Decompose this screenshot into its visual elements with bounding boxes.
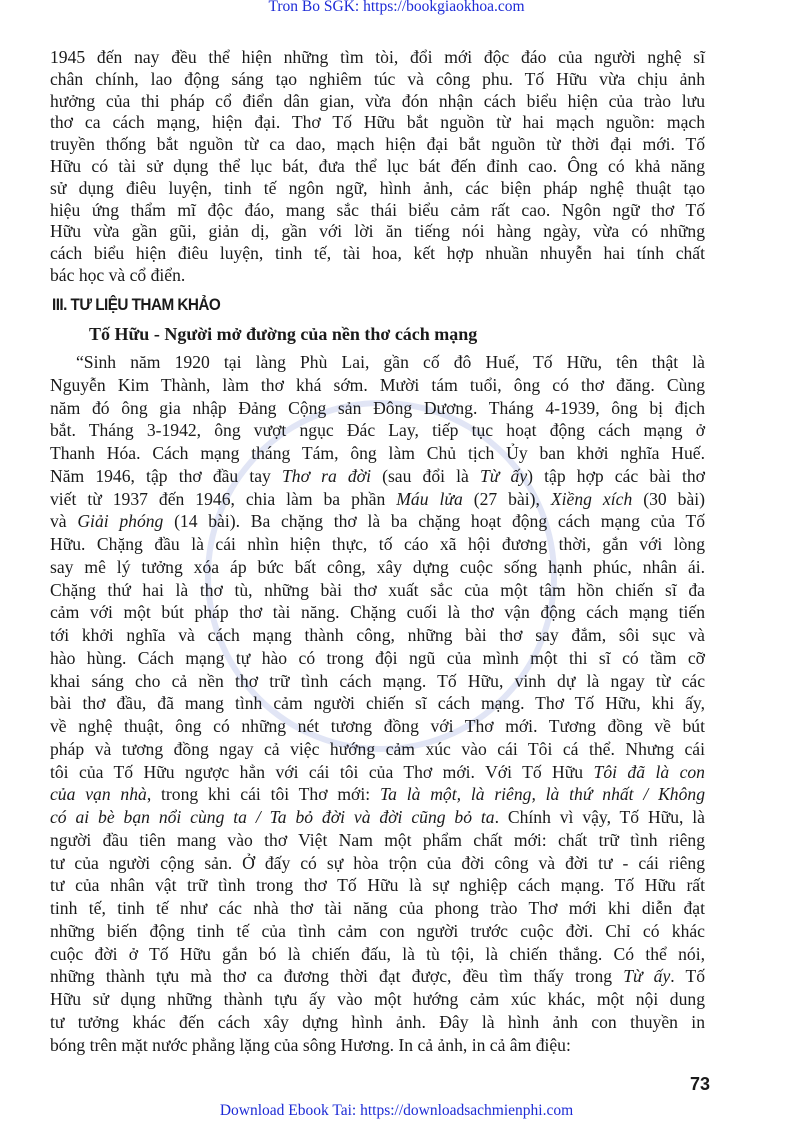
- body-text: hiệu ứng thẩm mĩ độc đáo, mang sắc thái biểu cảm rất cao. Ngôn ngữ thơ Tố: [50, 199, 705, 220]
- text-line: [50, 243, 705, 265]
- body-text: (27 bài),: [462, 488, 551, 509]
- text-line: [50, 738, 705, 761]
- text-line: [50, 156, 705, 178]
- paragraph-quote: [50, 351, 705, 1056]
- text-line: [50, 510, 705, 533]
- text-line: [50, 221, 705, 243]
- text-line: [50, 465, 705, 488]
- text-line: [50, 397, 705, 420]
- text-line: [50, 265, 705, 287]
- body-text: . Tố: [670, 966, 705, 987]
- body-text: viết từ 1937 đến 1946, chia làm ba phần: [50, 488, 397, 509]
- italic-title-text: Giải phóng: [77, 511, 164, 532]
- body-text: . Chính vì vậy, Tố Hữu, là: [494, 807, 705, 827]
- body-text: pháp và tương đồng ngay cả việc hướng cảm xúc vào cái Tôi cá thể. Nhưng cái: [50, 738, 705, 759]
- text-line: [50, 601, 705, 624]
- body-text: tư của nhân vật trữ tình trong thơ Tố Hữu là sự nghiệp cách mạng. Tố Hữu rất: [50, 875, 705, 896]
- body-text: chân chính, lao động sáng tạo nghiêm túc và công phu. Tố Hữu vừa chịu ảnh: [50, 68, 705, 89]
- italic-title-text: Từ ấy: [623, 966, 671, 987]
- body-text: năm đó ông gia nhập Đảng Cộng sản Đông Dương. Tháng 4-1939, ông bị địch: [50, 397, 705, 418]
- text-line: [50, 670, 705, 693]
- text-line: [50, 897, 705, 920]
- text-line: [50, 692, 705, 715]
- text-line: [50, 556, 705, 579]
- body-text: Năm 1946, tập thơ đầu tay: [50, 465, 282, 486]
- italic-title-text: có ai bè bạn nổi cùng ta / Ta bỏ đời và đời cũng bỏ ta: [50, 807, 495, 827]
- body-text: cách biểu hiện điêu luyện, tinh tế, tài hoa, kết hợp nhuần nhuyễn hai tính chất: [50, 243, 705, 264]
- text-line: [50, 351, 705, 374]
- body-text: tới khởi nghĩa và cách mạng thành công, những bài thơ say đắm, sôi sục và: [50, 625, 705, 645]
- body-text: ) tập hợp các bài thơ: [527, 465, 705, 486]
- italic-title-text: của vạn nhà: [50, 784, 147, 805]
- article-title: Tố Hữu - Người mở đường của nền thơ cách mạng: [89, 324, 478, 344]
- text-line: [50, 69, 705, 91]
- body-text: những thành tựu mà thơ ca đương thời đạt được, đều tìm thấy trong: [50, 966, 624, 987]
- body-text: hào hùng. Cách mạng tự hào có trong đội ngũ của mình một thi sĩ có tầm cỡ: [50, 647, 705, 668]
- text-line: [50, 533, 705, 556]
- body-text: thơ ca cách mạng, hiện đại. Thơ Tố Hữu bắt nguồn từ hai mạch nguồn: mạch: [50, 112, 705, 133]
- page-number: 73: [690, 1074, 711, 1094]
- body-text: bài thơ đầu, đã mang tình cảm người chiến sĩ cách mạng. Thơ Tố Hữu, khi ấy,: [50, 693, 705, 714]
- text-line: [50, 647, 705, 670]
- text-line: [50, 47, 705, 69]
- body-text: , trong khi cái tôi Thơ mới:: [146, 784, 380, 805]
- body-text: Thanh Hóa. Cách mạng tháng Tám, ông làm Chủ tịch Ủy ban khởi nghĩa Huế.: [50, 443, 705, 463]
- text-line: [50, 988, 705, 1011]
- text-line: [50, 852, 705, 875]
- body-text: (30 bài): [632, 488, 706, 509]
- text-line: [50, 442, 705, 465]
- body-text: người đầu tiên mang vào thơ Việt Nam một phẩm chất mới: chất trữ tình riêng: [50, 829, 705, 850]
- paragraph-intro: [50, 47, 705, 287]
- body-text: (14 bài). Ba chặng thơ là ba chặng hoạt động cách mạng của Tố: [163, 511, 705, 532]
- body-text: khai sáng cho cả nền thơ trữ tình cách mạng. Tố Hữu, vinh dự là ngay từ các: [50, 670, 705, 691]
- text-line: [50, 965, 705, 988]
- text-line: [50, 829, 705, 852]
- body-text: Hữu sử dụng những thành tựu ấy vào một hướng cảm xúc khác, một nội dung: [50, 989, 705, 1009]
- body-text: và: [50, 511, 78, 532]
- text-line: [50, 806, 705, 829]
- text-line: [50, 374, 705, 397]
- body-text: (sau đổi là: [370, 465, 481, 486]
- italic-title-text: Máu lửa: [396, 488, 463, 509]
- body-text: Hữu. Chặng đầu là cái nhìn hiện thực, tố cáo xã hội đương thời, gắn với lòng: [50, 534, 705, 554]
- text-line: [50, 579, 705, 602]
- header-link[interactable]: Tron Bo SGK: https://bookgiaokhoa.com: [268, 0, 525, 15]
- body-text: sử dụng điêu luyện, tinh tế ngôn ngữ, hình ảnh, các biện pháp nghệ thuật tạo: [50, 177, 705, 198]
- text-line: [50, 112, 705, 134]
- body-text: bác học và cổ điển.: [50, 264, 186, 285]
- text-line: [50, 419, 705, 442]
- body-text: Nguyễn Kim Thành, làm thơ khá sớm. Mười tám tuổi, ông có thơ đăng. Cùng: [50, 374, 705, 395]
- body-text: cảm với một bút pháp thơ tài năng. Chặng cuối là thơ vận động cách mạng tiến: [50, 602, 705, 623]
- body-text: hưởng của thi pháp cổ điển dân gian, vừa đón nhận cách biểu hiện của trào lưu: [50, 90, 705, 111]
- body-text: tinh tế, tinh tế như các nhà thơ tài năng của phong trào Thơ mới khi diễn đạt: [50, 898, 705, 918]
- text-line: [50, 178, 705, 200]
- body-text: bóng trên mặt nước phẳng lặng của sông Hương. In cả ảnh, in cả âm điệu:: [50, 1034, 571, 1055]
- body-text: Hữu vừa gần gũi, giản dị, gần với lời ăn tiếng nói hàng ngày, vừa có những: [50, 221, 705, 242]
- text-line: [50, 488, 705, 511]
- body-text: tôi của Tố Hữu ngược hẳn với cái tôi của Thơ mới. Với Tố Hữu: [50, 761, 594, 782]
- text-line: [50, 874, 705, 897]
- body-text: “Sinh năm 1920 tại làng Phù Lai, gần cố đô Huế, Tố Hữu, tên thật là: [76, 352, 705, 372]
- text-line: [50, 91, 705, 113]
- text-line: [50, 943, 705, 966]
- text-line: [50, 920, 705, 943]
- italic-title-text: Ta là một, là riêng, là thứ nhất / Không: [379, 784, 705, 805]
- text-line: [50, 1034, 705, 1057]
- footer-link[interactable]: Download Ebook Tai: https://downloadsachmienphi.com: [219, 1102, 574, 1119]
- text-line: [50, 200, 705, 222]
- text-line: [50, 783, 705, 806]
- section-heading: III. TƯ LIỆU THAM KHẢO: [52, 295, 221, 314]
- body-text: những biến động tinh tế của tình cảm con người trước cuộc đời. Chỉ có khác: [50, 920, 705, 941]
- italic-title-text: Từ ấy: [480, 465, 528, 486]
- body-text: Chặng thứ hai là thơ tù, những bài thơ xuất sắc của một tâm hồn chiến sĩ đa: [50, 579, 705, 600]
- body-text: bắt. Tháng 3-1942, ông vượt ngục Đác Lay, tiếp tục hoạt động cách mạng ở: [50, 420, 705, 441]
- text-line: [50, 134, 705, 156]
- body-text: về nghệ thuật, ông có những nét tương đồng với Thơ mới. Tương đồng về bút: [50, 716, 705, 736]
- body-text: tư của người cộng sản. Ở đấy có sự hòa trộn của đời công và đời tư - cái riêng: [50, 852, 705, 873]
- text-line: [50, 1011, 705, 1034]
- body-text: truyền thống bắt nguồn từ ca dao, mạch hiện đại bắt nguồn từ thời đại mới. Tố: [50, 134, 705, 155]
- italic-title-text: Xiềng xích: [550, 488, 633, 509]
- text-line: [50, 715, 705, 738]
- body-text: 1945 đến nay đều thể hiện những tìm tòi, đổi mới độc đáo của người nghệ sĩ: [50, 47, 705, 67]
- italic-title-text: Tôi đã là con: [593, 761, 705, 782]
- body-text: say mê lý tưởng xóa áp bức bất công, xây dựng cuộc sống hạnh phúc, nhân ái.: [50, 556, 705, 577]
- italic-title-text: Thơ ra đời: [282, 465, 371, 486]
- text-line: [50, 624, 705, 647]
- body-text: cuộc đời ở Tố Hữu gắn bó là chiến đấu, là tù tội, là chiến thắng. Có thể nói,: [50, 943, 705, 964]
- body-text: Hữu có tài sử dụng thể lục bát, đưa thể lục bát đến đỉnh cao. Ông có khả năng: [50, 155, 705, 176]
- text-line: [50, 761, 705, 784]
- body-text: tư tưởng khác đến cách xây dựng hình ảnh. Đây là hình ảnh con thuyền in: [50, 1011, 705, 1032]
